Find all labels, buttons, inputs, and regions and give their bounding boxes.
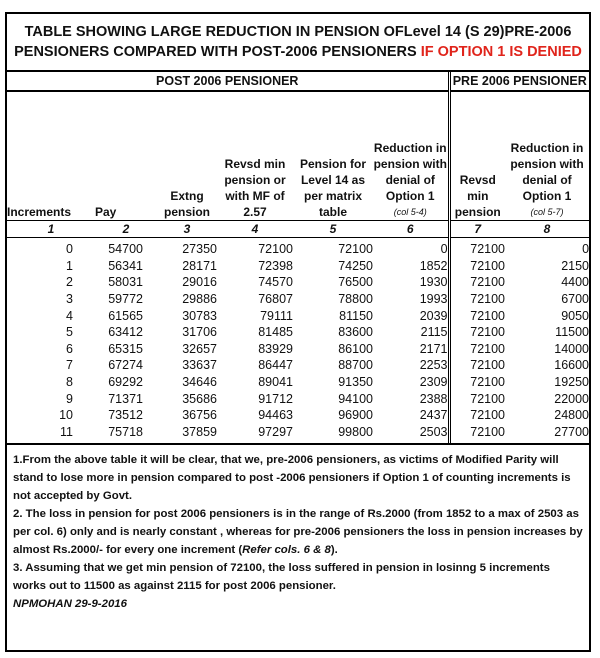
table-cell-col-6: 1852 bbox=[419, 258, 448, 273]
table-cell-col-4: 76807 bbox=[258, 292, 293, 307]
table-cell-col-1: 2 bbox=[66, 275, 73, 290]
table-cell-col-1: 6 bbox=[66, 341, 73, 356]
table-cell-col-4: 94463 bbox=[258, 408, 293, 423]
signature: NPMOHAN 29-9-2016 bbox=[13, 598, 127, 611]
table-cell-col-3: 29016 bbox=[182, 275, 217, 290]
table-row bbox=[7, 324, 589, 341]
column-header-label: Revsd min pension bbox=[454, 173, 501, 219]
table-cell-col-7: 72100 bbox=[449, 238, 505, 258]
title-line-2 bbox=[7, 42, 589, 62]
table-cell-col-5: 76500 bbox=[338, 275, 373, 290]
table-cell-col-8: 14000 bbox=[554, 341, 590, 356]
table-cell-col-5: 74250 bbox=[338, 258, 373, 273]
table-cell-col-2: 63412 bbox=[108, 325, 143, 340]
column-header-label: Pay bbox=[95, 205, 117, 219]
table-cell-col-8: 11500 bbox=[555, 325, 590, 340]
table-cell-col-4: 81485 bbox=[258, 325, 293, 340]
table-cell-col-7: 72100 bbox=[449, 357, 505, 374]
table-row bbox=[7, 407, 589, 424]
column-header-6 bbox=[373, 91, 449, 221]
table-row bbox=[7, 258, 589, 275]
table-cell-col-8: 16600 bbox=[554, 358, 590, 373]
table-cell-col-7: 72100 bbox=[449, 258, 505, 275]
column-header-label: Reduction in pension with denial of Option 1 bbox=[373, 141, 447, 203]
table-cell-col-6: 2253 bbox=[419, 358, 448, 373]
table-cell-col-8: 27700 bbox=[554, 424, 590, 439]
table-cell-col-8: 6700 bbox=[561, 292, 590, 307]
table-cell-col-4: 97297 bbox=[258, 424, 293, 439]
column-number-4: 4 bbox=[217, 221, 293, 238]
table-cell-col-3: 34646 bbox=[182, 375, 217, 390]
table-cell-col-7: 72100 bbox=[449, 307, 505, 324]
column-number-8: 8 bbox=[505, 221, 589, 238]
table-cell-col-8: 4400 bbox=[561, 275, 590, 290]
table-row bbox=[7, 307, 589, 324]
table-cell-col-8: 0 bbox=[582, 242, 590, 257]
table-cell-col-7: 72100 bbox=[449, 291, 505, 308]
table-cell-col-5: 81150 bbox=[339, 308, 373, 323]
column-header-2 bbox=[95, 91, 157, 221]
table-cell-col-1: 5 bbox=[66, 325, 73, 340]
column-number-6: 6 bbox=[373, 221, 449, 238]
title-line-2-highlight: IF OPTION 1 IS DENIED bbox=[416, 44, 582, 60]
table-cell-col-1: 4 bbox=[66, 308, 73, 323]
table-cell-col-7: 72100 bbox=[449, 374, 505, 391]
table-row bbox=[7, 238, 589, 258]
table-cell-col-6: 1993 bbox=[419, 292, 448, 307]
table-cell-col-2: 73512 bbox=[108, 408, 143, 423]
table-cell-col-1: 11 bbox=[60, 424, 73, 439]
table-cell-col-8: 19250 bbox=[554, 375, 590, 390]
column-header-note: (col 5-4) bbox=[393, 207, 427, 217]
table-cell-col-5: 78800 bbox=[338, 292, 373, 307]
table-cell-col-6: 2171 bbox=[419, 341, 448, 356]
column-header-label: Reduction in pension with denial of Option 1 bbox=[510, 141, 584, 203]
table-cell-col-1: 10 bbox=[59, 408, 73, 423]
note-2 bbox=[13, 505, 583, 559]
table-body bbox=[7, 238, 589, 444]
column-number-1: 1 bbox=[7, 221, 95, 238]
table-cell-col-3: 27350 bbox=[182, 242, 217, 257]
table-cell-col-3: 32657 bbox=[182, 341, 217, 356]
column-header-3 bbox=[157, 91, 217, 221]
note-1: 1.From the above table it will be clear, that we, pre-2006 pensioners, as victims of Modified Parity will stand to lose more in pension compared to post -2006 pensioners if Option 1 of counting increments is not accepted by Govt. bbox=[13, 454, 571, 503]
table-cell-col-1: 1 bbox=[66, 258, 73, 273]
column-number-5: 5 bbox=[293, 221, 373, 238]
group-header-row bbox=[7, 72, 589, 91]
table-cell-col-7: 72100 bbox=[449, 407, 505, 424]
table-row bbox=[7, 274, 589, 291]
table-cell-col-2: 56341 bbox=[108, 258, 143, 273]
table-row bbox=[7, 374, 589, 391]
table-cell-col-8: 2150 bbox=[561, 258, 590, 273]
document-title bbox=[7, 14, 589, 72]
notes-section bbox=[7, 443, 589, 613]
table-cell-col-2: 61565 bbox=[108, 308, 143, 323]
table-cell-col-1: 0 bbox=[66, 242, 73, 257]
title-line-1: TABLE SHOWING LARGE REDUCTION IN PENSION OFLevel 14 (S 29)PRE-2006 bbox=[24, 24, 572, 40]
table-cell-col-5: 83600 bbox=[338, 325, 373, 340]
column-header-label: Extng pension bbox=[163, 189, 210, 219]
table-cell-col-3: 36756 bbox=[182, 408, 217, 423]
table-cell-col-2: 69292 bbox=[108, 375, 143, 390]
table-cell-col-4: 74570 bbox=[258, 275, 293, 290]
table-cell-col-5: 88700 bbox=[338, 358, 373, 373]
table-cell-col-7: 72100 bbox=[449, 274, 505, 291]
table-cell-col-3: 28171 bbox=[182, 258, 217, 273]
table-cell-col-4: 83929 bbox=[258, 341, 293, 356]
post-2006-group-header: POST 2006 PENSIONER bbox=[7, 72, 449, 91]
table-cell-col-1: 3 bbox=[66, 292, 73, 307]
table-cell-col-4: 72100 bbox=[258, 242, 293, 257]
table-cell-col-2: 59772 bbox=[108, 292, 143, 307]
table-cell-col-3: 33637 bbox=[182, 358, 217, 373]
table-cell-col-2: 75718 bbox=[108, 424, 143, 439]
column-header-label: Increments bbox=[7, 205, 72, 219]
column-number-7: 7 bbox=[449, 221, 505, 238]
table-cell-col-3: 31706 bbox=[182, 325, 217, 340]
table-cell-col-7: 72100 bbox=[449, 424, 505, 444]
table-cell-col-3: 37859 bbox=[182, 424, 217, 439]
table-row bbox=[7, 357, 589, 374]
table-cell-col-5: 86100 bbox=[338, 341, 373, 356]
table-cell-col-7: 72100 bbox=[449, 390, 505, 407]
table-cell-col-6: 1930 bbox=[419, 275, 448, 290]
table-cell-col-3: 35686 bbox=[182, 391, 217, 406]
table-cell-col-4: 91712 bbox=[258, 391, 293, 406]
table-cell-col-5: 72100 bbox=[338, 242, 373, 257]
table-cell-col-7: 72100 bbox=[449, 341, 505, 358]
table-cell-col-1: 8 bbox=[66, 375, 73, 390]
table-cell-col-2: 67274 bbox=[108, 358, 143, 373]
table-cell-col-5: 94100 bbox=[338, 391, 373, 406]
column-number-row bbox=[7, 221, 589, 238]
column-header-label: Revsd min pension or with MF of 2.57 bbox=[224, 157, 286, 219]
table-row bbox=[7, 390, 589, 407]
table-row bbox=[7, 291, 589, 308]
table-cell-col-1: 7 bbox=[66, 358, 73, 373]
table-row bbox=[7, 341, 589, 358]
table-cell-col-6: 2437 bbox=[419, 408, 448, 423]
table-cell-col-5: 99800 bbox=[338, 424, 373, 439]
pre-2006-group-header: PRE 2006 PENSIONER bbox=[449, 72, 589, 91]
table-cell-col-2: 65315 bbox=[108, 341, 143, 356]
column-header-label: Pension for Level 14 as per matrix table bbox=[299, 157, 366, 219]
note-2-reference: Refer cols. 6 & 8 bbox=[242, 544, 331, 557]
pension-document bbox=[5, 12, 591, 652]
column-header-note: (col 5-7) bbox=[530, 207, 564, 217]
pension-table bbox=[7, 72, 589, 443]
column-header-row bbox=[7, 91, 589, 221]
table-cell-col-2: 54700 bbox=[108, 242, 143, 257]
table-cell-col-5: 96900 bbox=[338, 408, 373, 423]
note-3: 3. Assuming that we get min pension of 72100, the loss suffered in pension in losinng 5 increments works out to 11500 as against 2115 for post 2006 pensioner. bbox=[13, 562, 550, 593]
table-cell-col-4: 86447 bbox=[258, 358, 293, 373]
column-header-4 bbox=[217, 91, 293, 221]
table-cell-col-2: 71371 bbox=[108, 391, 143, 406]
column-header-5 bbox=[293, 91, 373, 221]
table-cell-col-5: 91350 bbox=[338, 375, 373, 390]
table-row bbox=[7, 424, 589, 444]
table-cell-col-4: 79111 bbox=[260, 308, 293, 323]
column-number-2: 2 bbox=[95, 221, 157, 238]
table-cell-col-3: 30783 bbox=[182, 308, 217, 323]
column-number-3: 3 bbox=[157, 221, 217, 238]
table-cell-col-7: 72100 bbox=[449, 324, 505, 341]
column-header-1 bbox=[7, 91, 95, 221]
column-header-7 bbox=[449, 91, 505, 221]
table-cell-col-1: 9 bbox=[66, 391, 73, 406]
table-cell-col-2: 58031 bbox=[108, 275, 143, 290]
table-cell-col-6: 0 bbox=[440, 242, 448, 257]
note-2-end: ). bbox=[330, 544, 338, 557]
table-cell-col-3: 29886 bbox=[182, 292, 217, 307]
column-header-8 bbox=[505, 91, 589, 221]
table-cell-col-6: 2115 bbox=[420, 325, 448, 340]
table-cell-col-6: 2388 bbox=[419, 391, 448, 406]
table-cell-col-4: 72398 bbox=[258, 258, 293, 273]
table-cell-col-4: 89041 bbox=[258, 375, 293, 390]
table-cell-col-8: 24800 bbox=[554, 408, 590, 423]
table-cell-col-6: 2309 bbox=[419, 375, 448, 390]
table-cell-col-8: 9050 bbox=[561, 308, 590, 323]
note-2-text: 2. The loss in pension for post 2006 pensioners is in the range of Rs.2000 (from 1852 to a max of 2503 as per col. 6) only and is nearly constant , whereas for pre-2006 pensioners the loss in pension increases by almost Rs.2000/- for every one increment ( bbox=[13, 508, 583, 557]
table-cell-col-8: 22000 bbox=[554, 391, 590, 406]
table-cell-col-6: 2503 bbox=[419, 424, 448, 439]
title-line-2-text: PENSIONERS COMPARED WITH POST-2006 PENSIONERS bbox=[14, 44, 417, 60]
table-cell-col-6: 2039 bbox=[419, 308, 448, 323]
